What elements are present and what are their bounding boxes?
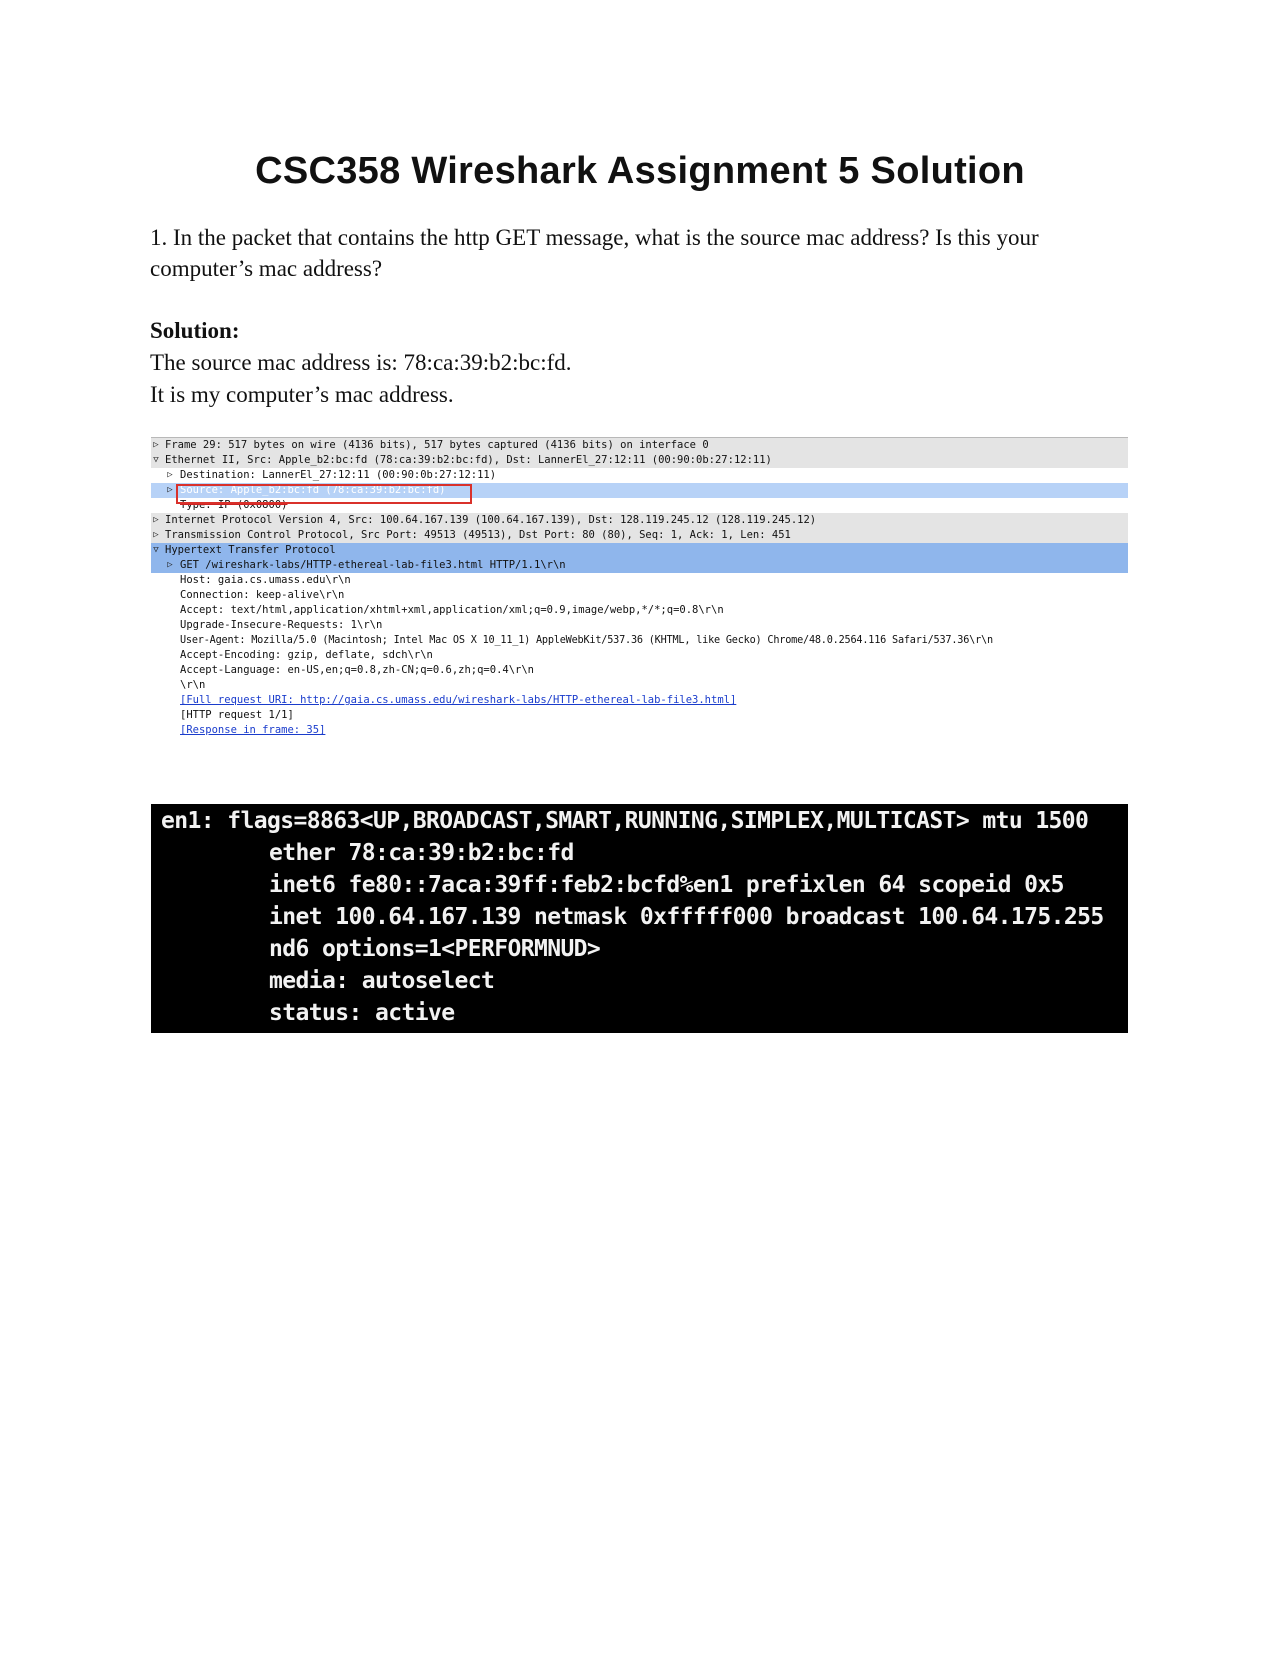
collapse-arrow-icon[interactable]: ▽ — [153, 545, 159, 555]
terminal-line: ether 78:ca:39:b2:bc:fd — [269, 840, 574, 866]
tree-row-frame[interactable] — [151, 438, 1128, 453]
tree-row-response-frame[interactable] — [151, 723, 1128, 738]
solution-heading: Solution: — [150, 318, 240, 343]
tree-row-label: Transmission Control Protocol, Src Port: 49513 (49513), Dst Port: 80 (80), Seq: 1, Ack: 1, Len: 451 — [165, 529, 791, 541]
terminal-ifconfig-output — [151, 804, 1128, 1033]
terminal-line: status: active — [269, 1000, 455, 1026]
expand-arrow-icon[interactable]: ▷ — [167, 560, 173, 570]
tree-row-host[interactable] — [151, 573, 1128, 588]
full-request-uri-link[interactable]: [Full request URI: http://gaia.cs.umass.edu/wireshark-labs/HTTP-ethereal-lab-file3.html] — [180, 694, 737, 706]
tree-row-label: Destination: LannerEl_27:12:11 (00:90:0b:27:12:11) — [180, 469, 497, 481]
expand-arrow-icon[interactable]: ▷ — [153, 530, 159, 540]
tree-row-user-agent[interactable] — [151, 633, 1128, 648]
tree-row-destination[interactable] — [151, 468, 1128, 483]
tree-row-label: Ethernet II, Src: Apple_b2:bc:fd (78:ca:39:b2:bc:fd), Dst: LannerEl_27:12:11 (00:90:0b:27:12:11) — [165, 454, 772, 466]
tree-row-accept-encoding[interactable] — [151, 648, 1128, 663]
tree-row-upgrade-insecure[interactable] — [151, 618, 1128, 633]
tree-row-label: \r\n — [180, 679, 206, 691]
tree-row-label: Host: gaia.cs.umass.edu\r\n — [180, 574, 351, 586]
tree-row-label: Connection: keep-alive\r\n — [180, 589, 345, 601]
response-frame-link[interactable]: [Response in frame: 35] — [180, 724, 326, 736]
tree-row-http-request[interactable] — [151, 708, 1128, 723]
tree-row-connection[interactable] — [151, 588, 1128, 603]
tree-row-label: Accept-Language: en-US,en;q=0.8,zh-CN;q=0.6,zh;q=0.4\r\n — [180, 664, 535, 676]
tree-row-label: Accept-Encoding: gzip, deflate, sdch\r\n — [180, 649, 433, 661]
terminal-line: inet6 fe80::7aca:39ff:feb2:bcfd%en1 prefixlen 64 scopeid 0x5 — [269, 872, 1064, 898]
tree-row-tcp[interactable] — [151, 528, 1128, 543]
expand-arrow-icon[interactable]: ▷ — [153, 515, 159, 525]
tree-row-get[interactable] — [151, 558, 1128, 573]
tree-row-accept-language[interactable] — [151, 663, 1128, 678]
tree-row-label: Internet Protocol Version 4, Src: 100.64.167.139 (100.64.167.139), Dst: 128.119.245.12 (128.119.245.12) — [165, 514, 817, 526]
expand-arrow-icon[interactable]: ▷ — [153, 440, 159, 450]
terminal-line: en1: flags=8863<UP,BROADCAST,SMART,RUNNING,SIMPLEX,MULTICAST> mtu 1500 — [161, 808, 1089, 834]
tree-row-label: Upgrade-Insecure-Requests: 1\r\n — [180, 619, 383, 631]
solution-line-2: It is my computer’s mac address. — [150, 382, 454, 407]
page-title: CSC358 Wireshark Assignment 5 Solution — [255, 150, 1025, 192]
tree-row-http[interactable] — [151, 543, 1128, 558]
terminal-line: nd6 options=1<PERFORMNUD> — [269, 936, 601, 962]
tree-row-label: [HTTP request 1/1] — [180, 709, 294, 721]
terminal-line: media: autoselect — [269, 968, 495, 994]
expand-arrow-icon[interactable]: ▷ — [167, 485, 173, 495]
tree-row-accept[interactable] — [151, 603, 1128, 618]
collapse-arrow-icon[interactable]: ▽ — [153, 455, 159, 465]
tree-row-label: Frame 29: 517 bytes on wire (4136 bits), 517 bytes captured (4136 bits) on interface 0 — [165, 439, 709, 451]
solution-line-1: The source mac address is: 78:ca:39:b2:bc:fd. — [150, 350, 572, 375]
tree-row-label: Hypertext Transfer Protocol — [165, 544, 336, 556]
tree-row-ipv4[interactable] — [151, 513, 1128, 528]
tree-row-ethernet[interactable] — [151, 453, 1128, 468]
tree-row-label: User-Agent: Mozilla/5.0 (Macintosh; Intel Mac OS X 10_11_1) AppleWebKit/537.36 (KHTML, like Gecko) Chrome/48.0.2564.116 Safari/537.36\r\n — [180, 635, 993, 646]
tree-row-label: GET /wireshark-labs/HTTP-ethereal-lab-file3.html HTTP/1.1\r\n — [180, 559, 566, 571]
tree-row-label: Accept: text/html,application/xhtml+xml,application/xml;q=0.9,image/webp,*/*;q=0.8\r\n — [180, 604, 724, 616]
tree-row-full-request-uri[interactable] — [151, 693, 1128, 708]
source-highlight-box — [176, 484, 472, 504]
tree-row-label: Type: IP (0x0800) — [180, 499, 288, 511]
tree-row-crlf[interactable] — [151, 678, 1128, 693]
terminal-line: inet 100.64.167.139 netmask 0xfffff000 broadcast 100.64.175.255 — [269, 904, 1104, 930]
expand-arrow-icon[interactable]: ▷ — [167, 470, 173, 480]
tree-row-label: Source: Apple_b2:bc:fd (78:ca:39:b2:bc:fd) — [180, 484, 446, 496]
question-text: 1. In the packet that contains the http GET message, what is the source mac address? Is this your computer’s mac address? — [150, 225, 1039, 281]
